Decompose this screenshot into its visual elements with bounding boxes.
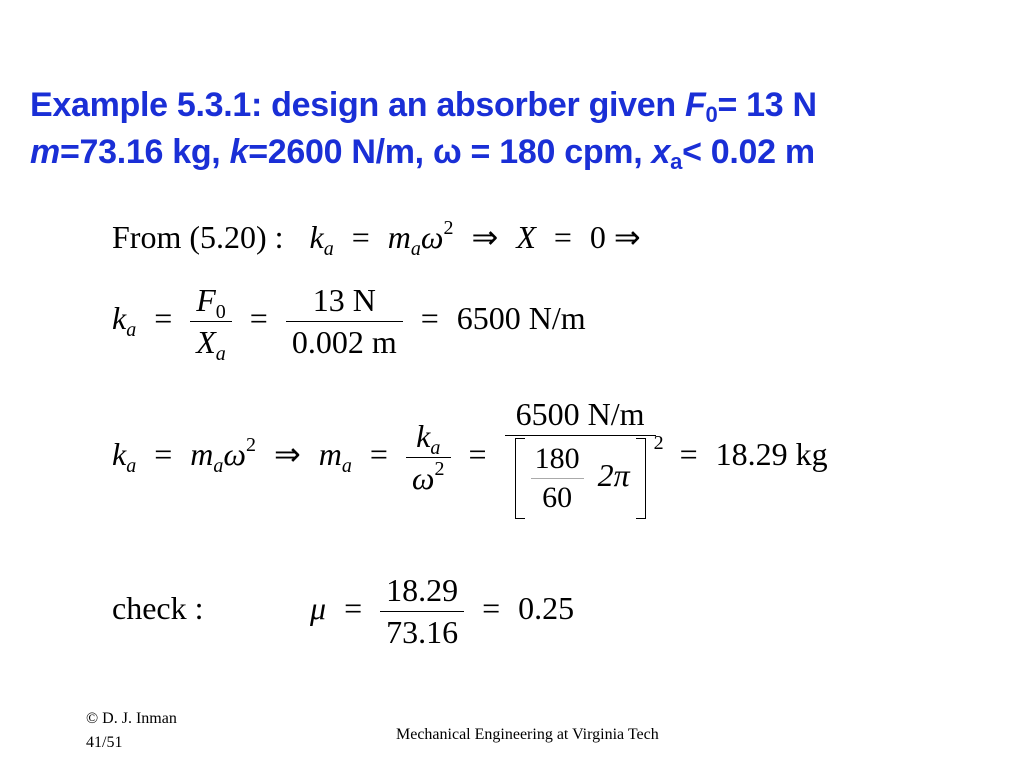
- omega-symbol: ω: [411, 460, 435, 496]
- title-text: = 180 cpm,: [461, 133, 652, 171]
- equals: =: [351, 219, 370, 255]
- result-ma: 18.29 kg: [715, 435, 828, 472]
- equals: =: [553, 219, 572, 255]
- mu-symbol: μ: [310, 589, 327, 626]
- omega-sup: 2: [245, 433, 256, 456]
- omega-symbol: ω: [420, 219, 444, 255]
- institution: Mechanical Engineering at Virginia Tech: [396, 726, 659, 743]
- m-sub: a: [341, 454, 352, 477]
- m-symbol: m: [387, 219, 411, 255]
- fraction-k-over-omega: [406, 418, 451, 497]
- two-pi: 2π: [597, 456, 630, 493]
- from-label: From (5.20) :: [112, 219, 284, 255]
- equation-2: [112, 282, 586, 365]
- numerator: 6500 N/m: [515, 396, 645, 432]
- equals: =: [468, 435, 487, 472]
- equals: =: [482, 589, 501, 626]
- denominator: 60: [531, 478, 584, 515]
- m-symbol: m: [318, 435, 342, 472]
- title-text: = 13 N: [717, 86, 817, 124]
- F-sub: 0: [215, 301, 226, 323]
- implies: ⇒: [613, 219, 641, 255]
- numerator: [190, 282, 232, 321]
- equals: =: [154, 299, 173, 336]
- page-number: 41/51: [86, 734, 123, 751]
- equals: =: [344, 589, 363, 626]
- X-symbol: X: [196, 324, 216, 360]
- fraction-13N: [286, 282, 403, 361]
- result-ka: 6500 N/m: [456, 299, 586, 336]
- title-x-sub: a: [670, 149, 683, 174]
- result-mu: 0.25: [518, 589, 575, 626]
- bracket-expression: [511, 432, 664, 519]
- fraction-mass-ratio: [380, 572, 464, 651]
- left-bracket: [515, 438, 525, 519]
- k-sub: a: [323, 238, 334, 260]
- right-bracket: [636, 438, 646, 519]
- X-sub: a: [215, 343, 226, 365]
- title-text: Example 5.3.1: design an absorber given: [30, 86, 686, 124]
- numerator: [406, 418, 451, 457]
- k-symbol: k: [309, 219, 324, 255]
- equals: =: [679, 435, 698, 472]
- zero: 0: [589, 219, 606, 255]
- implies: ⇒: [273, 435, 301, 472]
- title-text: =2600 N/m,: [248, 133, 433, 171]
- equals: =: [369, 435, 388, 472]
- numerator: 18.29: [386, 572, 459, 608]
- k-symbol: k: [112, 435, 127, 472]
- F-symbol: F: [196, 282, 216, 318]
- title-text: =73.16 kg,: [59, 133, 230, 171]
- equation-4: [112, 572, 574, 651]
- title-line-1: [30, 82, 1010, 129]
- fraction-6500: [505, 396, 664, 519]
- fraction-180-over-60: [531, 442, 584, 515]
- denominator: [505, 432, 664, 519]
- equals: =: [249, 299, 268, 336]
- title-F: F: [685, 86, 706, 124]
- k-sub: a: [126, 454, 137, 477]
- title-F-sub: 0: [705, 102, 718, 127]
- fraction-F-over-X: [190, 282, 232, 365]
- omega-symbol: ω: [223, 435, 246, 472]
- omega-sup: 2: [434, 458, 445, 480]
- k-sub: a: [430, 437, 441, 459]
- title-k: k: [229, 133, 249, 171]
- denominator: [406, 457, 451, 497]
- k-sub: a: [126, 318, 137, 341]
- equation-3: [112, 396, 828, 519]
- numerator: 180: [534, 442, 580, 475]
- omega-sup: 2: [443, 217, 454, 239]
- numerator: 13 N: [312, 282, 376, 318]
- denominator: 73.16: [380, 611, 464, 651]
- check-label: check :: [112, 589, 204, 626]
- implies: ⇒: [471, 219, 499, 255]
- X-symbol: X: [516, 219, 536, 255]
- k-symbol: k: [112, 299, 127, 336]
- title-m: m: [30, 133, 60, 171]
- denominator: [190, 321, 232, 365]
- m-sub: a: [410, 238, 421, 260]
- title-text: < 0.02 m: [682, 133, 815, 171]
- equals: =: [154, 435, 173, 472]
- bracket-sup: 2: [653, 432, 664, 454]
- slide-title: [30, 82, 1010, 176]
- equation-1: [112, 217, 641, 260]
- copyright: © D. J. Inman: [86, 710, 177, 727]
- k-symbol: k: [416, 418, 431, 454]
- m-sub: a: [213, 454, 224, 477]
- denominator: 0.002 m: [286, 321, 403, 361]
- title-line-2: [30, 129, 1010, 176]
- title-omega: ω: [432, 133, 462, 171]
- m-symbol: m: [190, 435, 214, 472]
- title-x: x: [651, 133, 671, 171]
- equals: =: [420, 299, 439, 336]
